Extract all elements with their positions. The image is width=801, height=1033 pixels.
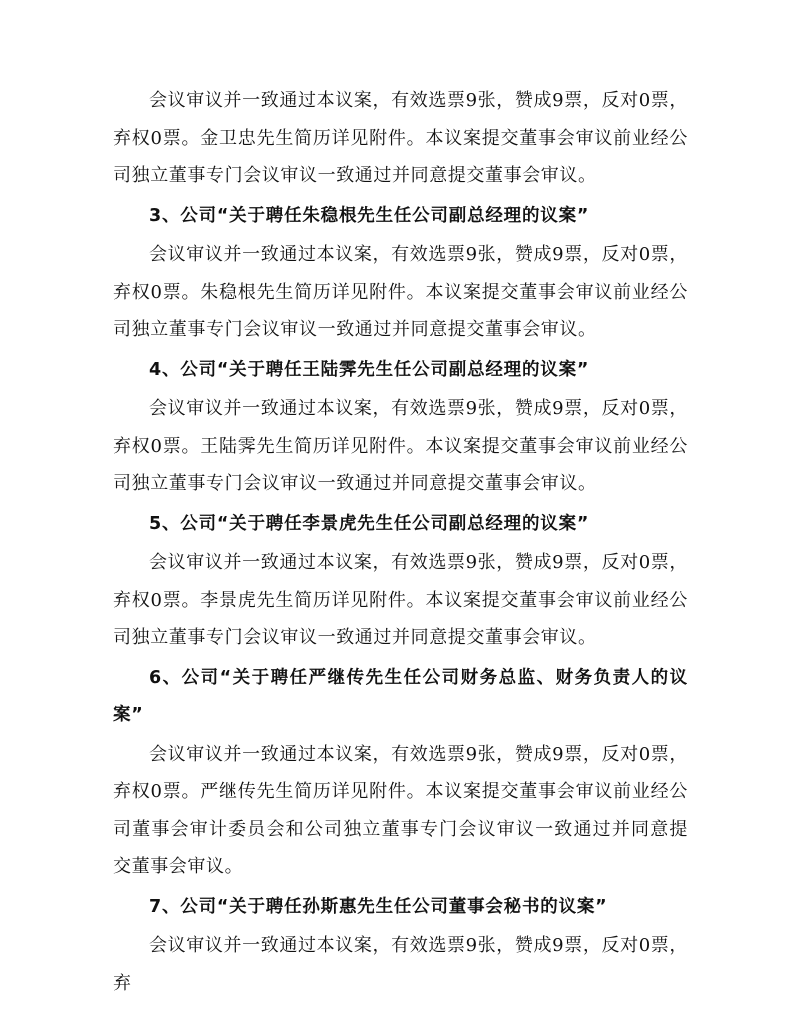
section-heading: 6、公司“关于聘任严继传先生任公司财务总监、财务负责人的议案” xyxy=(113,667,688,725)
section-heading: 3、公司“关于聘任朱稳根先生任公司副总经理的议案” xyxy=(149,205,590,226)
section-heading: 4、公司“关于聘任王陆霁先生任公司副总经理的议案” xyxy=(149,359,590,380)
section-body: 会议审议并一致通过本议案，有效选票9张，赞成9票，反对0票，弃权0票。王陆霁先生简历详见附件。本议案提交董事会审议前业经公司独立董事专门会议审议一致通过并同意提交董事会审议。 xyxy=(113,398,688,494)
section-body: 会议审议并一致通过本议案，有效选票9张，赞成9票，反对0票，弃权0票。金卫忠先生简历详见附件。本议案提交董事会审议前业经公司独立董事专门会议审议一致通过并同意提交董事会审议。 xyxy=(113,90,688,186)
section-heading: 5、公司“关于聘任李景虎先生任公司副总经理的议案” xyxy=(149,513,590,534)
section-body: 会议审议并一致通过本议案，有效选票9张，赞成9票，反对0票，弃权0票。朱稳根先生简历详见附件。本议案提交董事会审议前业经公司独立董事专门会议审议一致通过并同意提交董事会审议。 xyxy=(113,244,688,340)
section-body: 会议审议并一致通过本议案，有效选票9张，赞成9票，反对0票，弃 xyxy=(113,935,688,994)
section-heading: 7、公司“关于聘任孙斯惠先生任公司董事会秘书的议案” xyxy=(149,896,608,917)
section-body: 会议审议并一致通过本议案，有效选票9张，赞成9票，反对0票，弃权0票。李景虎先生简历详见附件。本议案提交董事会审议前业经公司独立董事专门会议审议一致通过并同意提交董事会审议。 xyxy=(113,552,688,648)
document-page xyxy=(113,82,688,1002)
section-body: 会议审议并一致通过本议案，有效选票9张，赞成9票，反对0票，弃权0票。严继传先生简历详见附件。本议案提交董事会审议前业经公司董事会审计委员会和公司独立董事专门会议审议一致通过并同意提交董事会审议。 xyxy=(113,743,688,877)
